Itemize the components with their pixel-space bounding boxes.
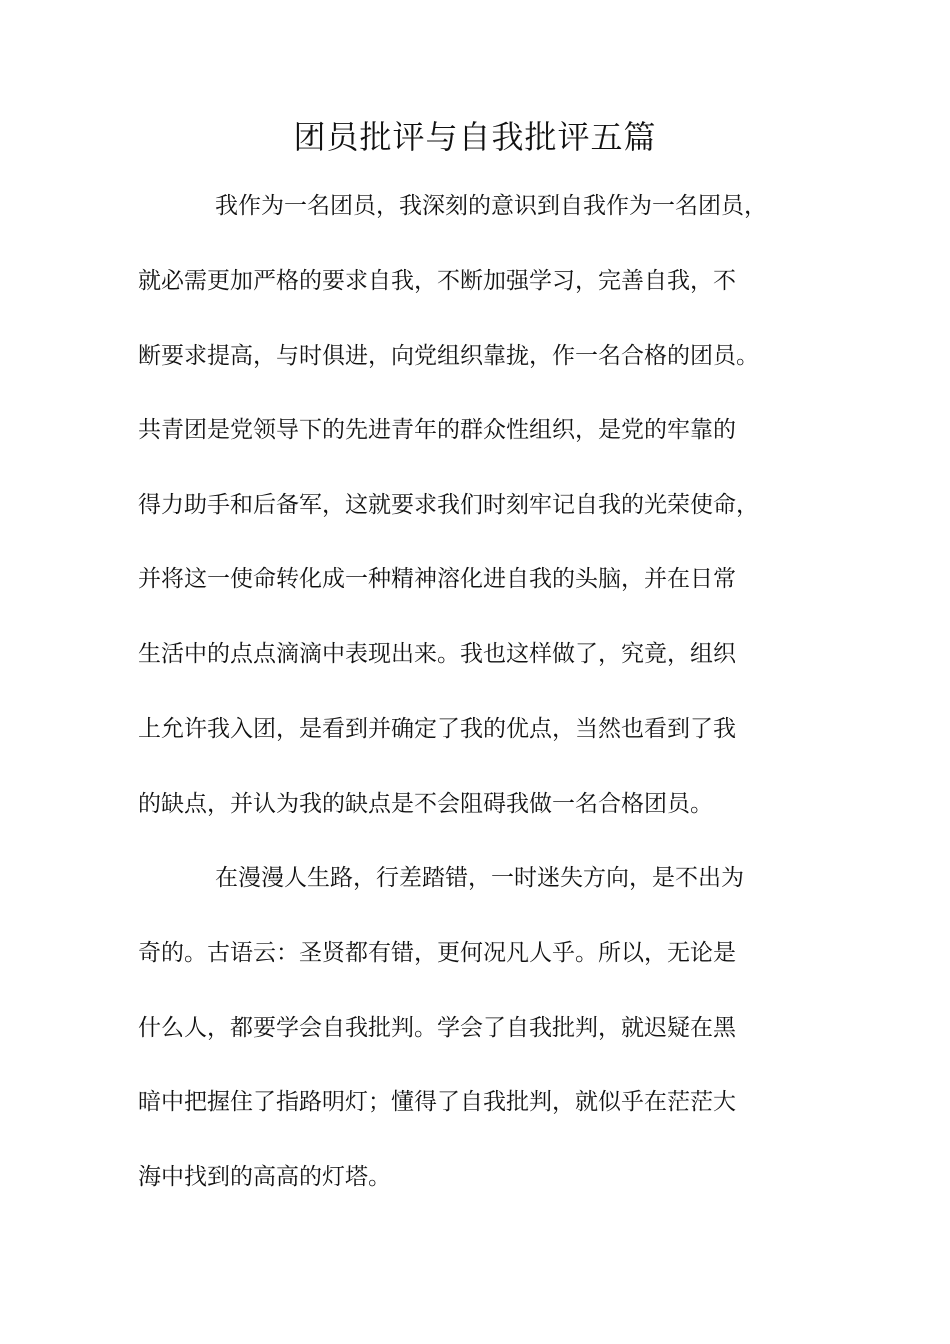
paragraph-line: 断要求提高，与时俱进，向党组织靠拢，作一名合格的团员。 — [138, 343, 759, 369]
paragraph-line: 并将这一使命转化成一种精神溶化进自我的头脑，并在日常 — [138, 566, 736, 592]
paragraph-line: 奇的。古语云：圣贤都有错，更何况凡人乎。所以，无论是 — [138, 940, 736, 966]
paragraph-line: 上允许我入团，是看到并确定了我的优点，当然也看到了我 — [138, 716, 736, 742]
paragraph-line: 共青团是党领导下的先进青年的群众性组织，是党的牢靠的 — [138, 417, 736, 443]
paragraph-line: 什么人，都要学会自我批判。学会了自我批判，就迟疑在黑 — [138, 1015, 736, 1041]
paragraph-line: 得力助手和后备军，这就要求我们时刻牢记自我的光荣使命， — [138, 492, 759, 518]
paragraph-line: 我作为一名团员，我深刻的意识到自我作为一名团员， — [215, 193, 767, 219]
paragraph-line: 就必需更加严格的要求自我，不断加强学习，完善自我，不 — [138, 268, 736, 294]
paragraph-line: 海中找到的高高的灯塔。 — [138, 1164, 391, 1190]
paragraph-line: 的缺点，并认为我的缺点是不会阻碍我做一名合格团员。 — [138, 791, 713, 817]
document-title: 团员批评与自我批评五篇 — [293, 118, 657, 156]
paragraph-line: 暗中把握住了指路明灯；懂得了自我批判，就似乎在茫茫大 — [138, 1089, 736, 1115]
paragraph-line: 在漫漫人生路，行差踏错，一时迷失方向，是不出为 — [215, 865, 744, 891]
paragraph-line: 生活中的点点滴滴中表现出来。我也这样做了，究竟，组织 — [138, 641, 736, 667]
